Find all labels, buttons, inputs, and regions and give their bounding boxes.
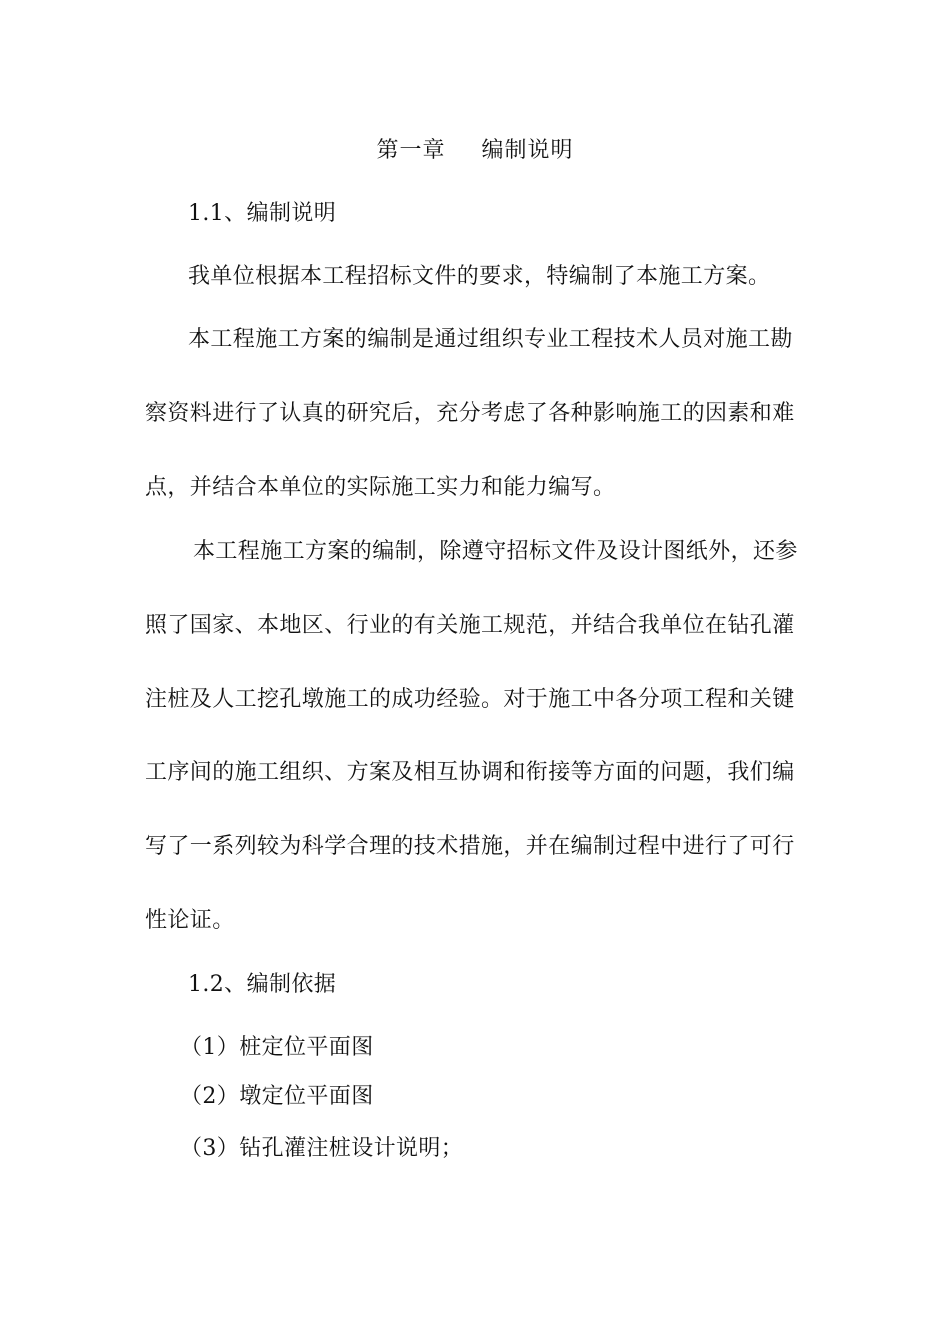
paragraph-2-line-3: 点，并结合本单位的实际施工实力和能力编写。 — [145, 475, 616, 500]
section-heading-1-1: 1.1、编制说明 — [188, 201, 337, 226]
paragraph-2-line-1: 本工程施工方案的编制是通过组织专业工程技术人员对施工勘 — [188, 327, 793, 352]
paragraph-3-line-1: 本工程施工方案的编制，除遵守招标文件及设计图纸外，还参 — [193, 539, 798, 564]
paragraph-2-line-2: 察资料进行了认真的研究后，充分考虑了各种影响施工的因素和难 — [145, 401, 795, 426]
chapter-name: 编制说明 — [481, 138, 574, 163]
chapter-title — [0, 136, 950, 166]
paragraph-3-line-3: 注桩及人工挖孔墩施工的成功经验。对于施工中各分项工程和关键 — [145, 687, 795, 712]
list-item: （3）钻孔灌注桩设计说明； — [180, 1136, 464, 1161]
list-item: （2）墩定位平面图 — [180, 1084, 374, 1109]
paragraph-1: 我单位根据本工程招标文件的要求，特编制了本施工方案。 — [188, 264, 771, 289]
list-item: （1）桩定位平面图 — [180, 1035, 374, 1060]
paragraph-3-line-4: 工序间的施工组织、方案及相互协调和衔接等方面的问题，我们编 — [145, 760, 795, 785]
paragraph-3-line-6: 性论证。 — [145, 908, 235, 933]
section-heading-1-2: 1.2、编制依据 — [188, 972, 337, 997]
paragraph-3-line-2: 照了国家、本地区、行业的有关施工规范，并结合我单位在钻孔灌 — [145, 613, 795, 638]
chapter-number: 第一章 — [376, 138, 446, 163]
paragraph-3-line-5: 写了一系列较为科学合理的技术措施，并在编制过程中进行了可行 — [145, 834, 795, 859]
